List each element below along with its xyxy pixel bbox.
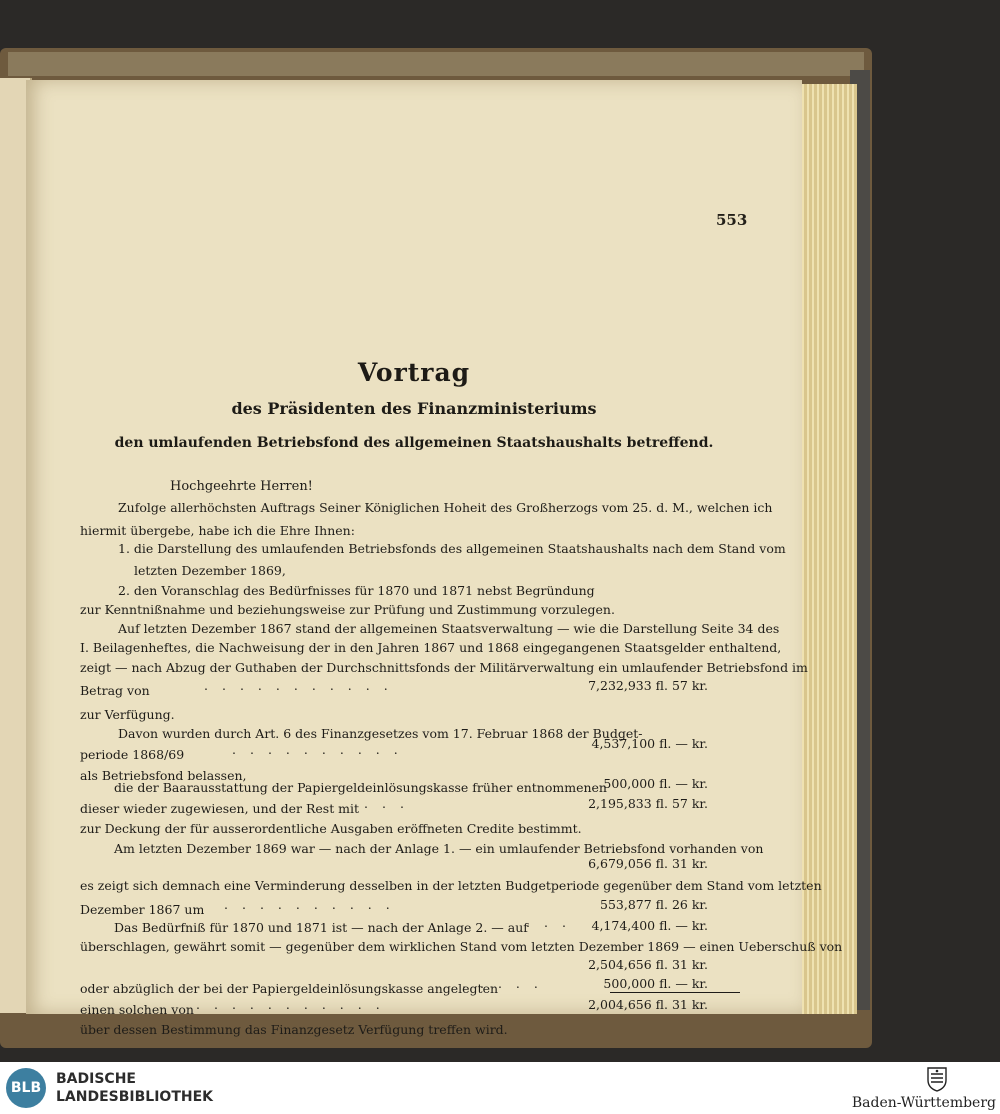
text-line: die der Baarausstattung der Papiergeldeinlösungskasse früher entnommenen [114,780,607,795]
leader-dots: ........... [196,997,394,1012]
leader-dots: ... [526,915,580,930]
amount: 500,000 fl. — kr. [603,776,708,791]
text-line: als Betriebsfond belassen, [80,768,247,783]
blb-logo[interactable]: BLB [6,1068,46,1108]
amount: 2,195,833 fl. 57 kr. [588,796,708,811]
leader-dots: .......... [224,897,404,912]
text-line: Am letzten Dezember 1869 war — nach der Anlage 1. — ein umlaufender Betriebsfond vorhanden von [114,841,764,856]
text-line: Auf letzten Dezember 1867 stand der allgemeinen Staatsverwaltung — wie die Darstellung Seite 34 des [118,621,780,636]
text-line: oder abzüglich der bei der Papiergeldeinlösungskasse angelegten [80,981,499,996]
library-name-line1: BADISCHE [56,1071,136,1087]
document-subtitle: des Präsidenten des Finanzministeriums [231,399,597,418]
amount: 553,877 fl. 26 kr. [600,897,708,912]
text-line: überschlagen, gewährt somit — gegenüber dem wirklichen Stand vom letzten Dezember 1869 — einen Ueberschuß von [80,939,843,954]
document-subject: den umlaufenden Betriebsfond des allgemeinen Staatshaushalts betreffend. [114,435,714,451]
amount: 2,004,656 fl. 31 kr. [588,997,708,1012]
amount: 7,232,933 fl. 57 kr. [588,678,708,693]
leader-dots: ..... [462,976,552,991]
text-line: Betrag von [80,683,150,698]
text-line: Zufolge allerhöchsten Auftrags Seiner Königlichen Hoheit des Großherzogs vom 25. d. M., welchen ich [118,500,773,515]
text-line: Dezember 1867 um [80,902,205,917]
text-line: 1. die Darstellung des umlaufenden Betriebsfonds des allgemeinen Staatshaushalts nach dem Stand vom [118,541,786,556]
footer-bar [0,1062,1000,1114]
text-line: zur Verfügung. [80,707,175,722]
text-line: zur Kenntnißnahme und beziehungsweise zur Prüfung und Zustimmung vorzulegen. [80,602,615,617]
library-name[interactable] [56,1070,213,1106]
library-name-line2: LANDESBIBLIOTHEK [56,1089,214,1105]
document-title: Vortrag [357,358,471,387]
leader-dots: .......... [232,742,412,757]
text-line: einen solchen von [80,1002,194,1017]
text-line: 2. den Voranschlag des Bedürfnisses für 1870 und 1871 nebst Begründung [118,583,595,598]
page-stack-edges [798,84,857,1014]
text-line: zeigt — nach Abzug der Guthaben der Durchschnittsfonds der Militärverwaltung ein umlaufender Betriebsfond im [80,660,808,675]
leader-dots: ........... [204,678,402,693]
sum-rule [610,992,740,993]
amount: 6,679,056 fl. 31 kr. [588,856,708,871]
amount: 4,537,100 fl. — kr. [591,736,708,751]
text-line: es zeigt sich demnach eine Verminderung desselben in der letzten Budgetperiode gegenüber dem Stand vom letzten [80,878,822,893]
text-line: letzten Dezember 1869, [134,563,286,578]
text-line: zur Deckung der für ausserordentliche Ausgaben eröffneten Credite bestimmt. [80,821,582,836]
state-name: Baden-Württemberg [851,1095,996,1111]
text-line: hiermit übergebe, habe ich die Ehre Ihnen: [80,523,355,538]
amount: 2,504,656 fl. 31 kr. [588,957,708,972]
text-line: über dessen Bestimmung das Finanzgesetz Verfügung treffen wird. [80,1022,508,1037]
text-line: periode 1868/69 [80,747,185,762]
page-number: 553 [716,211,748,229]
text-line: I. Beilagenheftes, die Nachweisung der in den Jahren 1867 und 1868 eingegangenen Staatsgelder enthaltend, [80,640,782,655]
book-page [26,80,843,1037]
leader-dots: ... [364,796,418,811]
coat-of-arms-icon [926,1066,948,1092]
text-line: Das Bedürfniß für 1870 und 1871 ist — nach der Anlage 2. — auf [114,920,528,935]
text-line: dieser wieder zugewiesen, und der Rest mit [80,801,360,816]
book-cover-top-edge [8,52,864,76]
text-line: Davon wurden durch Art. 6 des Finanzgesetzes vom 17. Februar 1868 der Budget- [118,726,643,741]
amount: 500,000 fl. — kr. [603,976,708,991]
amount: 4,174,400 fl. — kr. [591,918,708,933]
bleed-through-text [106,240,746,540]
salutation: Hochgeehrte Herren! [170,479,313,494]
